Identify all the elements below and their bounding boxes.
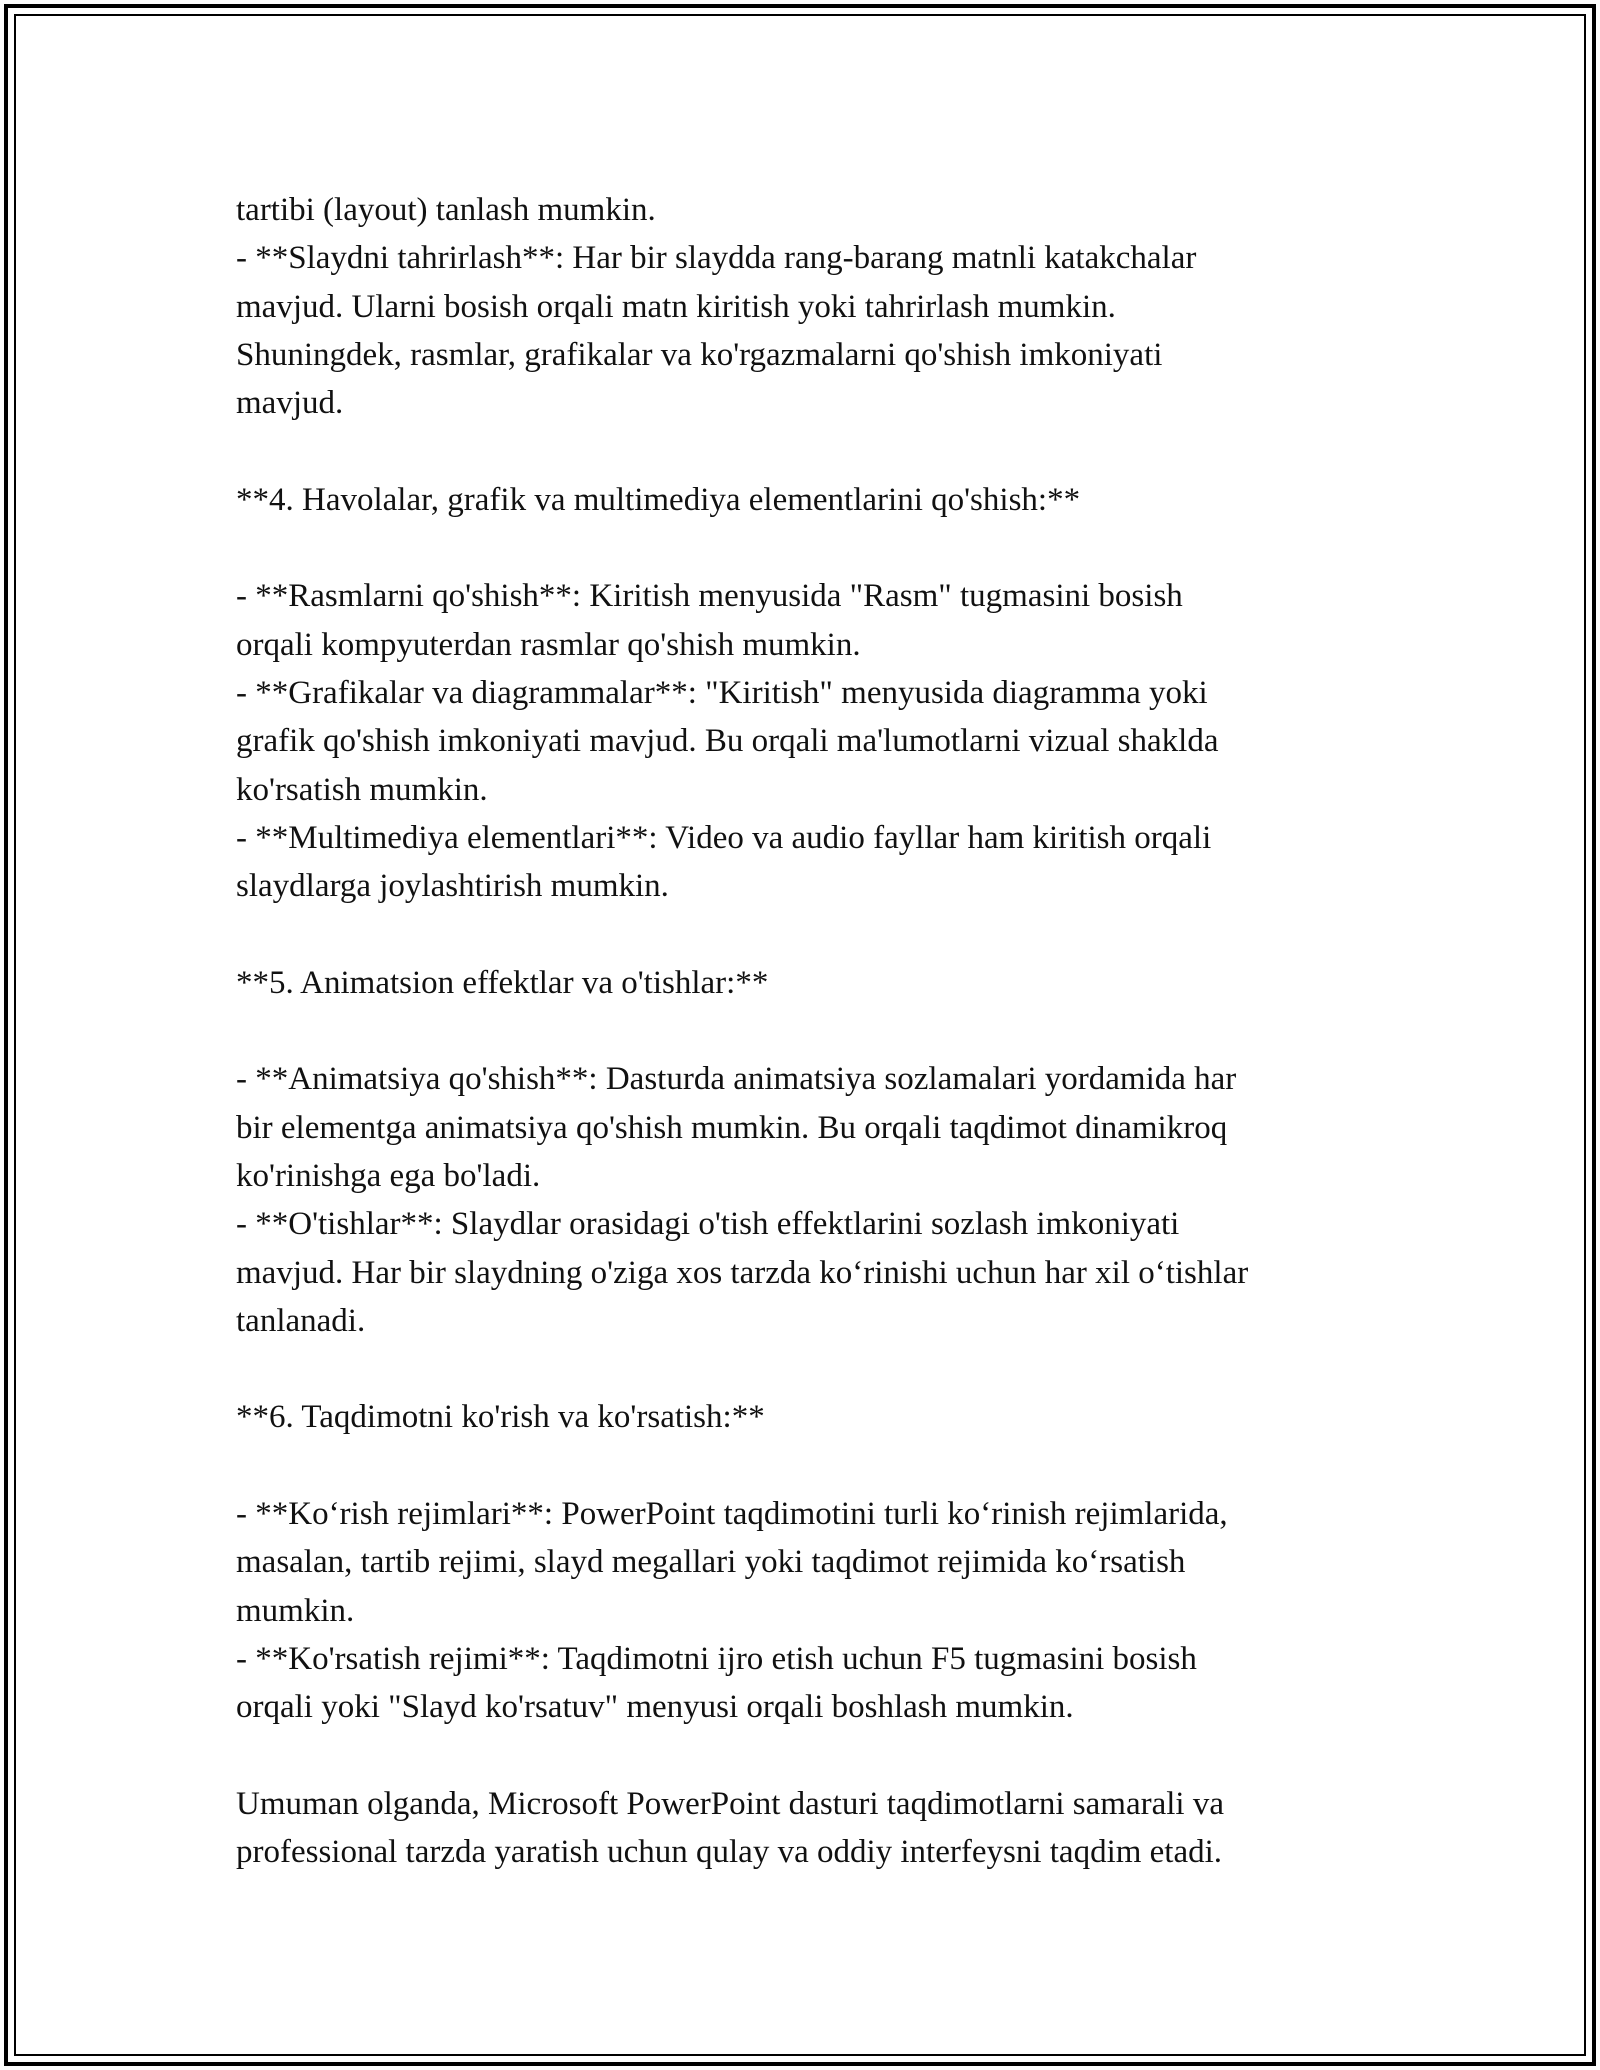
text-line: Shuningdek, rasmlar, grafikalar va ko'rgazmalarni qo'shish imkoniyati (236, 336, 1163, 373)
text-line: - **Grafikalar va diagrammalar**: "Kiritish" menyusida diagramma yoki (236, 674, 1208, 711)
section-heading: **4. Havolalar, grafik va multimediya elementlarini qo'shish:** (236, 481, 1081, 518)
conclusion-line: professional tarzda yaratish uchun qulay va oddiy interfeysni taqdim etadi. (236, 1834, 1223, 1871)
text-line: - **Rasmlarni qo'shish**: Kiritish menyusida "Rasm" tugmasini bosish (236, 578, 1183, 615)
text-line: - **Multimediya elementlari**: Video va audio fayllar ham kiritish orqali (236, 819, 1212, 856)
blank-line (236, 1007, 1416, 1055)
text-line: slaydlarga joylashtirish mumkin. (236, 868, 669, 905)
text-line: tanlanadi. (236, 1302, 366, 1339)
conclusion-line: Umuman olganda, Microsoft PowerPoint dasturi taqdimotlarni samarali va (236, 1785, 1224, 1822)
text-line: - **Ko'rsatish rejimi**: Taqdimotni ijro etish uchun F5 tugmasini bosish (236, 1640, 1197, 1677)
blank-line (236, 524, 1416, 572)
blank-line (236, 1442, 1416, 1490)
text-line: orqali yoki "Slayd ko'rsatuv" menyusi orqali boshlash mumkin. (236, 1689, 1074, 1726)
text-line: - **Animatsiya qo'shish**: Dasturda animatsiya sozlamalari yordamida har (236, 1061, 1237, 1098)
text-line: ko'rinishga ega bo'ladi. (236, 1157, 541, 1194)
text-line: orqali kompyuterdan rasmlar qo'shish mumkin. (236, 626, 861, 663)
section-heading: **6. Taqdimotni ko'rish va ko'rsatish:** (236, 1399, 765, 1436)
text-line: mavjud. (236, 385, 344, 422)
text-line: ko'rsatish mumkin. (236, 771, 488, 808)
text-line: - **Slaydni tahrirlash**: Har bir slaydda rang-barang matnli katakchalar (236, 240, 1197, 277)
blank-line (236, 910, 1416, 958)
text-line: tartibi (layout) tanlash mumkin. (236, 192, 656, 228)
text-line: mumkin. (236, 1592, 355, 1629)
text-line: mavjud. Ularni bosish orqali matn kiritish yoki tahrirlash mumkin. (236, 288, 1116, 325)
document-body (236, 186, 1416, 1876)
text-line: bir elementga animatsiya qo'shish mumkin. Bu orqali taqdimot dinamikroq (236, 1109, 1228, 1146)
text-line: grafik qo'shish imkoniyati mavjud. Bu orqali ma'lumotlarni vizual shaklda (236, 723, 1219, 760)
blank-line (236, 1732, 1416, 1780)
text-line: masalan, tartib rejimi, slayd megallari yoki taqdimot rejimida ko‘rsatish (236, 1544, 1186, 1581)
section-heading: **5. Animatsion effektlar va o'tishlar:** (236, 964, 769, 1001)
text-line: - **Ko‘rish rejimlari**: PowerPoint taqdimotini turli ko‘rinish rejimlarida, (236, 1496, 1228, 1533)
text-line: mavjud. Har bir slaydning o'ziga xos tarzda ko‘rinishi uchun har xil o‘tishlar (236, 1254, 1249, 1291)
text-line: - **O'tishlar**: Slaydlar orasidagi o'tish effektlarini sozlash imkoniyati (236, 1206, 1180, 1243)
blank-line (236, 1345, 1416, 1393)
blank-line (236, 427, 1416, 475)
